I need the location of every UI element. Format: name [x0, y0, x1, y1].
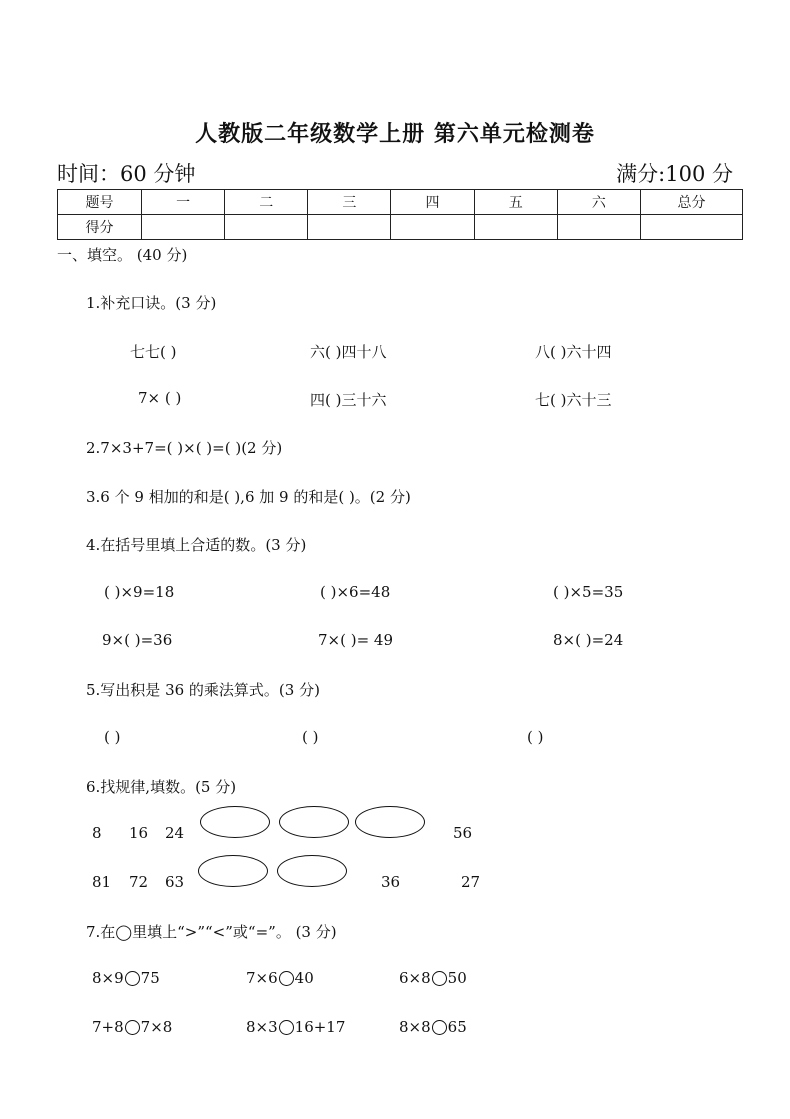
row-label: 得分 [58, 215, 142, 240]
score-cell[interactable] [557, 215, 640, 240]
header-cell: 六 [557, 190, 640, 215]
compare-circle-icon[interactable] [125, 1020, 140, 1035]
comparison-item [246, 1018, 345, 1036]
score-cell[interactable] [308, 215, 391, 240]
answer-oval[interactable] [279, 806, 349, 838]
question-3-prompt: 3.6 个 9 相加的和是( ),6 加 9 的和是( )。(2 分) [86, 488, 411, 506]
comparison-right: 16+17 [294, 1018, 346, 1036]
answer-oval[interactable] [355, 806, 425, 838]
header-cell: 五 [474, 190, 557, 215]
score-cell[interactable] [391, 215, 474, 240]
sequence-number: 8 [92, 824, 102, 842]
comparison-left: 6×8 [399, 969, 431, 987]
header-cell: 三 [308, 190, 391, 215]
comparison-right: 40 [294, 969, 314, 987]
question-1-item: 六( )四十八 [310, 343, 387, 361]
question-2-prompt: 2.7×3+7=( )×( )=( )(2 分) [86, 439, 283, 457]
comparison-item [246, 969, 314, 987]
question-1-item: 八( )六十四 [535, 343, 612, 361]
question-4-item: ( )×5=35 [553, 583, 624, 601]
score-cell[interactable] [142, 215, 225, 240]
sequence-number: 16 [129, 824, 149, 842]
comparison-item [92, 1018, 172, 1036]
compare-circle-icon[interactable] [432, 1020, 447, 1035]
header-cell: 题号 [58, 190, 142, 215]
answer-oval[interactable] [198, 855, 268, 887]
comparison-left: 8×3 [246, 1018, 278, 1036]
comparison-right: 50 [447, 969, 467, 987]
sequence-number: 36 [381, 873, 401, 891]
question-1-item: 四( )三十六 [310, 391, 387, 409]
header-cell: 总分 [641, 190, 743, 215]
question-4-item: ( )×6=48 [320, 583, 391, 601]
comparison-item [92, 969, 160, 987]
time-limit: 时间：60 分钟 [57, 162, 196, 186]
comparison-right: 75 [140, 969, 160, 987]
comparison-item [399, 1018, 467, 1036]
compare-circle-icon[interactable] [279, 971, 294, 986]
question-7-prompt: 7.在◯里填上“>”“<”或“=”。 (3 分) [86, 923, 337, 941]
question-1-prompt: 1.补充口诀。(3 分) [86, 294, 217, 312]
question-1-item: 七七( ) [130, 343, 177, 361]
header-cell: 四 [391, 190, 474, 215]
comparison-right: 7×8 [140, 1018, 173, 1036]
sequence-number: 24 [165, 824, 185, 842]
score-cell[interactable] [641, 215, 743, 240]
compare-circle-icon[interactable] [279, 1020, 294, 1035]
header-cell: 二 [225, 190, 308, 215]
compare-circle-icon[interactable] [125, 971, 140, 986]
question-6-prompt: 6.找规律,填数。(5 分) [86, 778, 237, 796]
comparison-left: 7×6 [246, 969, 278, 987]
score-table [57, 189, 743, 240]
score-cell[interactable] [474, 215, 557, 240]
comparison-left: 8×8 [399, 1018, 431, 1036]
score-table-score-row [58, 215, 743, 240]
comparison-item [399, 969, 467, 987]
sequence-number: 81 [92, 873, 112, 891]
answer-blank[interactable]: ( ) [527, 728, 544, 746]
sequence-number: 56 [453, 824, 473, 842]
page-title: 人教版二年级数学上册 第六单元检测卷 [195, 121, 595, 147]
question-4-item: 8×( )=24 [553, 631, 624, 649]
comparison-left: 7+8 [92, 1018, 124, 1036]
answer-oval[interactable] [200, 806, 270, 838]
question-4-prompt: 4.在括号里填上合适的数。(3 分) [86, 536, 307, 554]
question-4-item: ( )×9=18 [104, 583, 175, 601]
section-heading: 一、填空。 (40 分) [57, 246, 188, 264]
compare-circle-icon[interactable] [432, 971, 447, 986]
sequence-number: 27 [461, 873, 481, 891]
question-4-item: 7×( )= 49 [318, 631, 394, 649]
question-4-item: 9×( )=36 [102, 631, 173, 649]
comparison-left: 8×9 [92, 969, 124, 987]
answer-oval[interactable] [277, 855, 347, 887]
score-cell[interactable] [225, 215, 308, 240]
question-1-item: 七( )六十三 [535, 391, 612, 409]
answer-blank[interactable]: ( ) [302, 728, 319, 746]
sequence-number: 63 [165, 873, 185, 891]
answer-blank[interactable]: ( ) [104, 728, 121, 746]
full-marks: 满分:100 分 [616, 162, 733, 186]
question-5-prompt: 5.写出积是 36 的乘法算式。(3 分) [86, 681, 320, 699]
header-cell: 一 [142, 190, 225, 215]
question-1-item: 7× ( ) [138, 389, 182, 407]
score-table-header-row [58, 190, 743, 215]
comparison-right: 65 [447, 1018, 467, 1036]
sequence-number: 72 [129, 873, 149, 891]
